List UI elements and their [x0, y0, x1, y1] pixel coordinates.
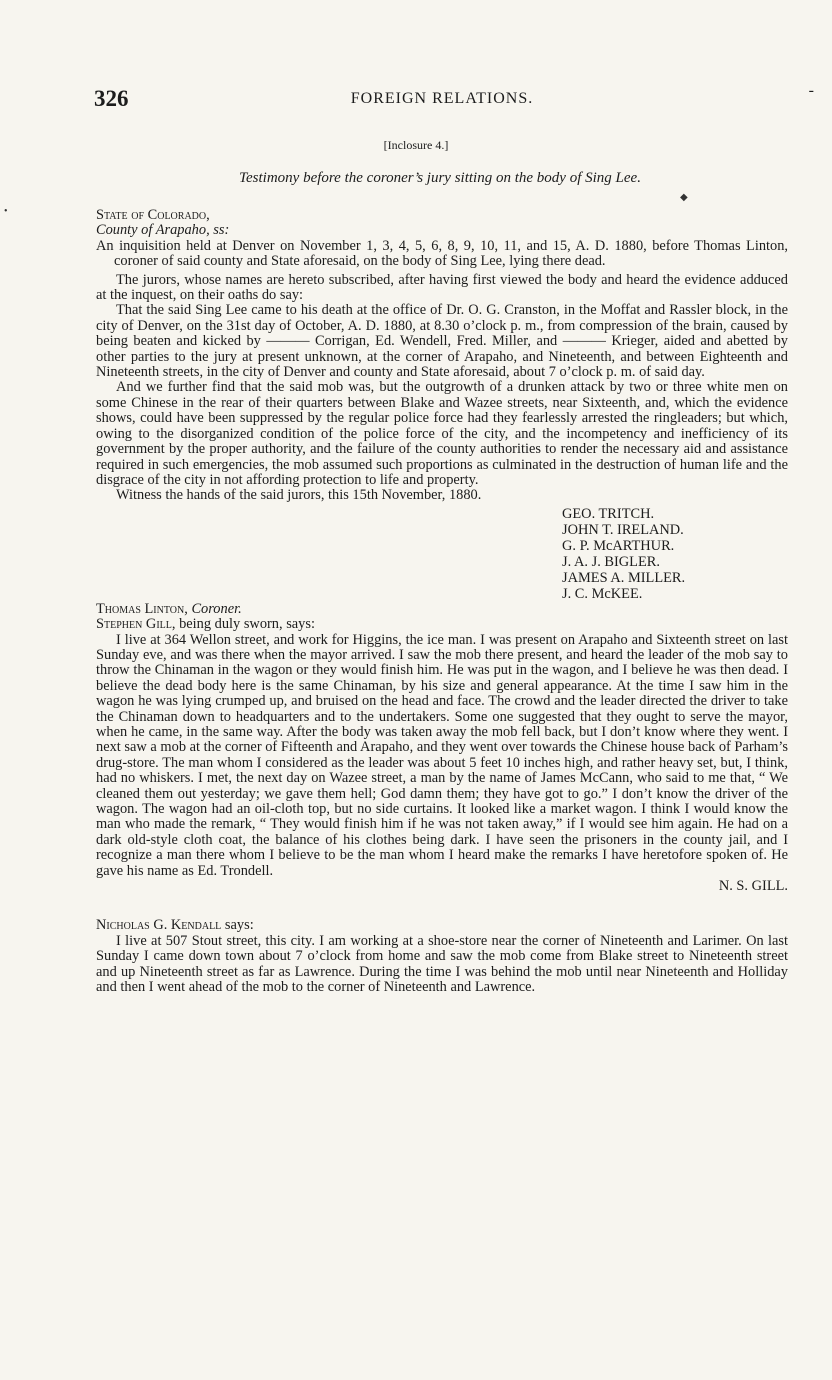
document-body — [96, 208, 788, 995]
coroner-title: Coroner. — [191, 600, 242, 617]
page-header — [94, 82, 814, 116]
juror-signature: G. P. McARTHUR. — [562, 537, 675, 554]
coroner-name: Thomas Linton, — [96, 600, 188, 617]
juror-signatures — [562, 506, 788, 602]
jurors-statement: The jurors, whose names are hereto subscribed, after having first viewed the body and heard the evidence adduced at the inquest, on their oaths do say: — [96, 271, 788, 304]
witness-signature: N. S. GILL. — [718, 878, 788, 895]
juror-signature: J. A. J. BIGLER. — [562, 553, 660, 570]
witness-heading — [96, 918, 788, 933]
witness-name: Stephen Gill, — [96, 616, 176, 633]
venue-county: County of Arapaho, ss: — [96, 222, 230, 239]
page-number: 326 — [94, 86, 129, 111]
witness-intro: says: — [224, 917, 254, 934]
inclosure-label: [Inclosure 4.] — [383, 138, 449, 152]
witness-name: Nicholas G. Kendall — [96, 917, 222, 934]
witness-testimony: I live at 364 Wellon street, and work for Higgins, the ice man. I was present on Arapaho and Sixteenth street on last Sunday eve, and was there when the mayor arrived. I saw the mob there present, and heard the leader of the mob say to throw the Chinaman in the wagon or they would finish him. He was put in the wagon, and I believe he was then dead. I believe the dead body here is the same Chinaman, by his size and general appearance. At the time I saw him in the wagon he was lying crumped up, and bruised on the head and face. The crowd and the leader directed the driver to take the Chinaman down to headquarters and to the undertakers. Some one suggested that they ought to serve the mayor, when he came, in the same way. After the body was taken away the mob fell back, but I don’t know where they went. I next saw a mob at the corner of Fifteenth and Arapaho, and they went over towards the Chinese house back of Parham’s drug-store. The man whom I considered as the leader was about 5 feet 10 inches high, and rather heavy set, but, I think, had no whiskers. I met, the next day on Wazee street, a man by the name of James McCann, who said to me that, “ We cleaned them out yesterday; we gave them hell; God damn them; they have got to go.” I don’t know the driver of the wagon. The wagon had an oil-cloth top, but no side curtains. It looked like a market wagon. I think I would know the man who made the remark, “ They would finish him if he was not taken away,” if I would see him again. He had on a dark old-style cloth coat, the balance of his clothes being dark. I have seen the prisoners in the county jail, and I recognize a man there whom I believe to be the man whom I heard make the remarks I have heretofore spoken of. He gave his name as Ed. Trondell. — [96, 631, 788, 879]
juror-signature: J. C. McKEE. — [562, 585, 643, 602]
witness-intro: being duly sworn, says: — [179, 616, 315, 633]
juror-signature: JAMES A. MILLER. — [562, 569, 686, 586]
running-title: FOREIGN RELATIONS. — [350, 90, 534, 107]
witness-heading — [96, 617, 788, 632]
coroner-signature — [96, 602, 788, 617]
print-speck-icon: ◆ — [680, 192, 688, 203]
venue-state: State of Colorado, — [96, 207, 210, 223]
witness-testimony: I live at 507 Stout street, this city. I am working at a shoe-store near the corner of Nineteenth and Larimer. On last Sunday I came down town about 7 o’clock from home and saw the mob come from Blake street to Nineteenth street and up Nineteenth street as far as Lawrence. During the time I was behind the mob until near Nineteenth and Holliday and then I went ahead of the mob to the corner of Nineteenth and Lawrence. — [96, 932, 788, 996]
margin-mark: - — [808, 82, 814, 99]
document-title: Testimony before the coroner’s jury sitting on the body of Sing Lee. — [239, 170, 641, 186]
juror-signature: GEO. TRITCH. — [562, 505, 655, 522]
inquest-further-finding: And we further find that the said mob was, but the outgrowth of a drunken attack by two or three white men on some Chinese in the rear of their quarters between Blake and Wazee streets, near Sixteenth, and, which the evidence shows, could have been suppressed by the regular police force had they fearlessly arrested the ringleaders; but which, owing to the disorganized condition of the police force of the city, and the incompetency and inefficiency of its government by the proper authority, and the failure of the county authorities to render the necessary aid and assistance required in such emergencies, the mob assumed such proportions as culminated in the destruction of human life and the disgrace of the city in not affording protection to life and property. — [96, 379, 788, 488]
juror-signature: JOHN T. IRELAND. — [562, 521, 684, 538]
print-speck-icon: • — [4, 206, 8, 217]
inquest-opening: An inquisition held at Denver on November 1, 3, 4, 5, 6, 8, 9, 10, 11, and 15, A. D. 1880, before Thomas Linton, coroner of said county and State aforesaid, on the body of Sing Lee, lying there dead. — [96, 237, 788, 270]
witness-line: Witness the hands of the said jurors, this 15th November, 1880. — [116, 487, 482, 504]
inquest-finding: That the said Sing Lee came to his death at the office of Dr. O. G. Cranston, in the Moffat and Rassler block, in the city of Denver, on the 31st day of October, A. D. 1880, at 8.30 o’clock p. m., from compression of the brain, caused by being beaten and kicked by ——— Corrigan, Ed. Wendell, Fred. Miller, and ——— Krieger, aided and abetted by other parties to the jury at present unknown, at the corner of Arapaho, and Nineteenth, and between Eighteenth and Nineteenth streets, in the city of Denver and county and State aforesaid, about 7 o’clock p. m. of said day. — [96, 302, 788, 381]
